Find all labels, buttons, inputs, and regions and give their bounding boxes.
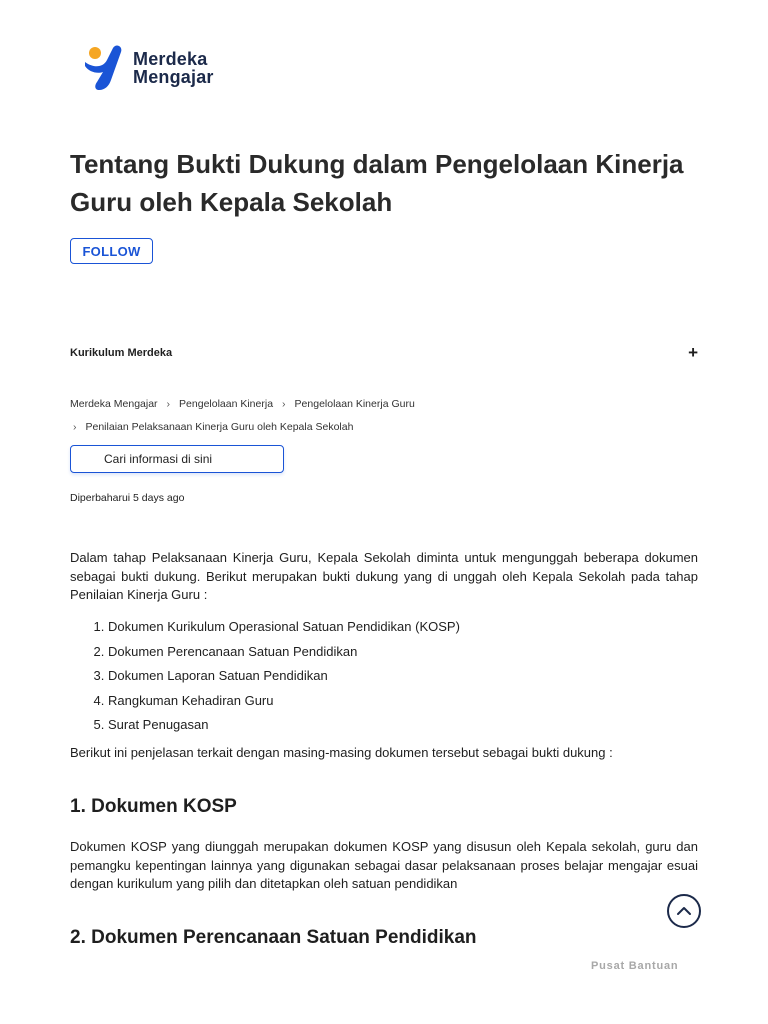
section-heading-perencanaan: 2. Dokumen Perencanaan Satuan Pendidikan <box>70 927 477 948</box>
help-center-link[interactable]: Pusat Bantuan <box>591 960 679 972</box>
list-item: 1. Dokumen Kurikulum Operasional Satuan Pendidikan (KOSP) <box>108 615 708 640</box>
breadcrumb <box>70 393 710 439</box>
intro-paragraph: Dalam tahap Pelaksanaan Kinerja Guru, Kepala Sekolah diminta untuk mengunggah beberapa dokumen sebagai bukti dukung. Berikut merupakan bukti dukung yang di unggah oleh Kepala Sekolah pada tahap Penilaian Kinerja Guru : <box>70 550 698 602</box>
scroll-to-top-button[interactable] <box>667 894 701 928</box>
updated-timestamp: Diperbaharui 5 days ago <box>70 492 185 504</box>
list-item: 4. Rangkuman Kehadiran Guru <box>108 689 708 714</box>
chevron-right-icon: › <box>166 398 171 410</box>
search-placeholder: Cari informasi di sini <box>104 452 213 466</box>
logo-line-1: Merdeka <box>133 49 208 69</box>
followup-paragraph: Berikut ini penjelasan terkait dengan masing-masing dokumen tersebut sebagai bukti dukung : <box>70 745 613 760</box>
chevron-up-icon <box>676 906 692 916</box>
breadcrumb-item[interactable]: Pengelolaan Kinerja Guru <box>294 398 415 410</box>
follow-button[interactable]: FOLLOW <box>70 238 153 264</box>
logo-line-2: Mengajar <box>133 67 214 87</box>
document-list <box>70 615 708 738</box>
section-body-kosp: Dokumen KOSP yang diunggah merupakan dokumen KOSP yang disusun oleh Kepala sekolah, guru dan pemangku kepentingan lainnya yang digunakan sebagai dasar pelaksanaan proses belajar mengajar esuai dengan kurikulum yang pilih dan ditetapkan oleh satuan pendidikan <box>70 839 698 891</box>
chevron-right-icon: › <box>282 398 286 410</box>
category-accordion[interactable] <box>70 343 698 362</box>
breadcrumb-item[interactable]: Penilaian Pelaksanaan Kinerja Guru oleh Kepala Sekolah <box>85 421 354 433</box>
category-label: Kurikulum Merdeka <box>70 347 173 359</box>
merdeka-mengajar-logo[interactable] <box>83 44 214 92</box>
section-heading-kosp: 1. Dokumen KOSP <box>70 796 237 817</box>
plus-icon[interactable]: + <box>688 343 698 362</box>
breadcrumb-item[interactable]: Merdeka Mengajar <box>70 398 158 410</box>
breadcrumb-item[interactable]: Pengelolaan Kinerja <box>179 398 274 410</box>
logo-wordmark <box>133 50 214 86</box>
list-item: 2. Dokumen Perencanaan Satuan Pendidikan <box>108 640 708 665</box>
logo-mark-icon <box>83 44 125 92</box>
search-input[interactable] <box>70 445 284 473</box>
list-item: 5. Surat Penugasan <box>108 713 708 738</box>
list-item: 3. Dokumen Laporan Satuan Pendidikan <box>108 664 708 689</box>
article-title: Tentang Bukti Dukung dalam Pengelolaan Kinerja Guru oleh Kepala Sekolah <box>70 149 684 217</box>
chevron-right-icon: › <box>73 421 77 433</box>
